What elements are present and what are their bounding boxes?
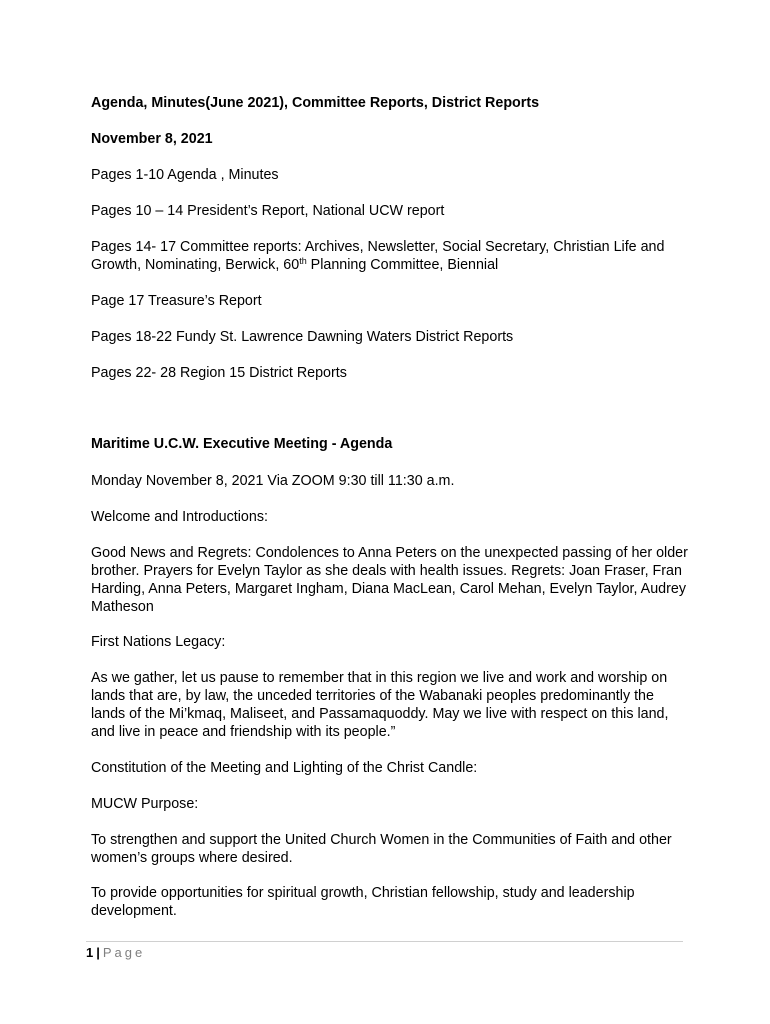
good-news-paragraph: Good News and Regrets: Condolences to Anna Peters on the unexpected passing of her older brother. Prayers for Evelyn Taylor as she deals with health issues. Regrets: Joan Fraser, Fran Harding, Anna Peters, Margaret Ingham, Diana MacLean, Carol Mehan, Evelyn Taylor, Audrey Matheson [91, 545, 688, 615]
toc-item: Page 17 Treasure’s Report [91, 293, 262, 309]
toc-item-tail: Planning Committee, Biennial [306, 257, 499, 273]
toc-item-text: Pages 14- 17 Committee reports: Archives, Newsletter, Social Secretary, Christian Life and Growth, Nominating, Berwick, 60 [91, 239, 665, 273]
toc-item: Pages 10 – 14 President’s Report, National UCW report [91, 203, 445, 219]
toc-item: Pages 22- 28 Region 15 District Reports [91, 365, 347, 381]
purpose-item: To provide opportunities for spiritual growth, Christian fellowship, study and leadership development. [91, 885, 635, 919]
toc-item: Pages 18-22 Fundy St. Lawrence Dawning Waters District Reports [91, 329, 514, 345]
purpose-heading: MUCW Purpose: [91, 796, 199, 812]
document-heading: Agenda, Minutes(June 2021), Committee Reports, District Reports [91, 95, 540, 111]
document-date: November 8, 2021 [91, 131, 213, 147]
footer-separator: | [96, 945, 100, 960]
first-nations-heading: First Nations Legacy: [91, 634, 226, 650]
meeting-title: Maritime U.C.W. Executive Meeting - Agenda [91, 436, 393, 452]
meeting-when: Monday November 8, 2021 Via ZOOM 9:30 till 11:30 a.m. [91, 473, 455, 489]
page-number: 1 [86, 945, 94, 960]
page-label: Page [102, 945, 146, 960]
constitution-item: Constitution of the Meeting and Lighting of the Christ Candle: [91, 760, 478, 776]
purpose-item: To strengthen and support the United Church Women in the Communities of Faith and other women’s groups where desired. [91, 832, 672, 866]
toc-item [91, 238, 691, 274]
welcome-item: Welcome and Introductions: [91, 509, 268, 525]
page-footer [86, 945, 145, 961]
land-acknowledgement: As we gather, let us pause to remember that in this region we live and work and worship on lands that are, by law, the unceded territories of the Wabanaki peoples predominantly the lands of the Mi’kmaq, Maliseet, and Passamaquoddy. May we live with respect on this land, and live in peace and friendship with its people.” [91, 670, 669, 740]
toc-item-superscript: th [299, 256, 307, 266]
toc-item: Pages 1-10 Agenda , Minutes [91, 167, 279, 183]
footer-divider [86, 941, 683, 942]
